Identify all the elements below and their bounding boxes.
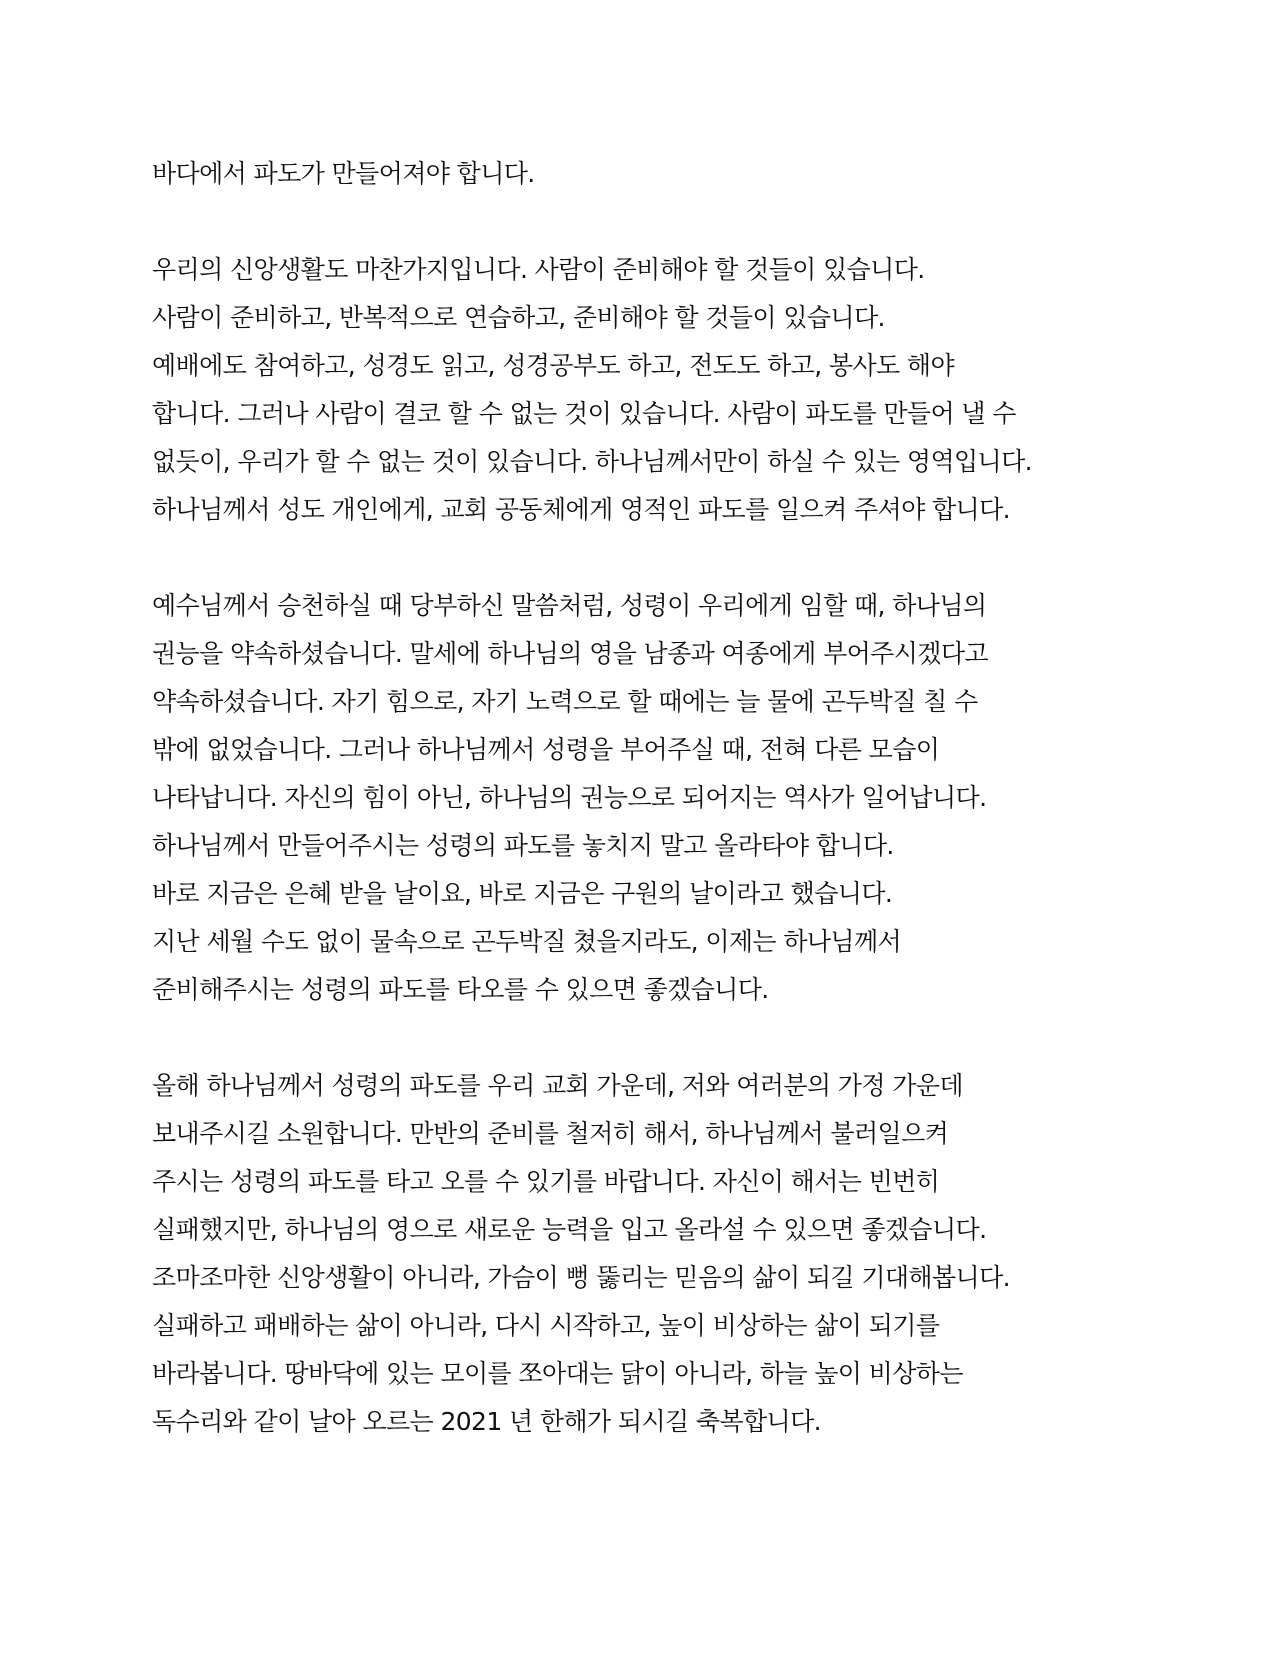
paragraph-gap [152, 198, 1152, 246]
text-line: 예수님께서 승천하실 때 당부하신 말씀처럼, 성령이 우리에게 임할 때, 하나님의 [152, 591, 987, 620]
text-line: 주시는 성령의 파도를 타고 오를 수 있기를 바랍니다. 자신이 해서는 빈번히 [152, 1167, 940, 1196]
text-line: 없듯이, 우리가 할 수 없는 것이 있습니다. 하나님께서만이 하실 수 있는 영역입니다. [152, 447, 1033, 476]
text-line: 바로 지금은 은혜 받을 날이요, 바로 지금은 구원의 날이라고 했습니다. [152, 879, 893, 908]
text-line: 합니다. 그러나 사람이 결코 할 수 없는 것이 있습니다. 사람이 파도를 만들어 낼 수 [152, 399, 1016, 428]
text-line: 예배에도 참여하고, 성경도 읽고, 성경공부도 하고, 전도도 하고, 봉사도 해야 [152, 351, 955, 380]
text-line: 실패하고 패배하는 삶이 아니라, 다시 시작하고, 높이 비상하는 삶이 되기를 [152, 1311, 940, 1340]
text-line: 조마조마한 신앙생활이 아니라, 가슴이 뻥 뚫리는 믿음의 삶이 되길 기대해봅니다. [152, 1263, 1010, 1292]
text-line: 지난 세월 수도 없이 물속으로 곤두박질 쳤을지라도, 이제는 하나님께서 [152, 927, 902, 956]
text-line: 준비해주시는 성령의 파도를 타오를 수 있으면 좋겠습니다. [152, 975, 769, 1004]
document-body [152, 150, 1152, 1446]
paragraph-3 [152, 582, 1152, 1014]
text-line: 올해 하나님께서 성령의 파도를 우리 교회 가운데, 저와 여러분의 가정 가운데 [152, 1071, 963, 1100]
paragraph-gap [152, 534, 1152, 582]
paragraph-4 [152, 1062, 1152, 1446]
text-line: 보내주시길 소원합니다. 만반의 준비를 철저히 해서, 하나님께서 불러일으켜 [152, 1119, 949, 1148]
text-line: 바다에서 파도가 만들어져야 합니다. [152, 159, 535, 188]
text-line: 바라봅니다. 땅바닥에 있는 모이를 쪼아대는 닭이 아니라, 하늘 높이 비상하는 [152, 1359, 963, 1388]
text-line: 하나님께서 성도 개인에게, 교회 공동체에게 영적인 파도를 일으켜 주셔야 합니다. [152, 495, 1010, 524]
text-line: 나타납니다. 자신의 힘이 아닌, 하나님의 권능으로 되어지는 역사가 일어납니다. [152, 783, 987, 812]
text-line: 하나님께서 만들어주시는 성령의 파도를 놓치지 말고 올라타야 합니다. [152, 831, 894, 860]
paragraph-gap [152, 1014, 1152, 1062]
paragraph-2 [152, 246, 1152, 534]
text-line: 약속하셨습니다. 자기 힘으로, 자기 노력으로 할 때에는 늘 물에 곤두박질 칠 수 [152, 687, 978, 716]
text-line: 권능을 약속하셨습니다. 말세에 하나님의 영을 남종과 여종에게 부어주시겠다고 [152, 639, 988, 668]
text-line: 독수리와 같이 날아 오르는 2021 년 한해가 되시길 축복합니다. [152, 1407, 821, 1436]
text-line: 우리의 신앙생활도 마찬가지입니다. 사람이 준비해야 할 것들이 있습니다. [152, 255, 925, 284]
text-line: 밖에 없었습니다. 그러나 하나님께서 성령을 부어주실 때, 전혀 다른 모습이 [152, 735, 940, 764]
paragraph-1 [152, 150, 1152, 198]
text-line: 실패했지만, 하나님의 영으로 새로운 능력을 입고 올라설 수 있으면 좋겠습니다. [152, 1215, 987, 1244]
text-line: 사람이 준비하고, 반복적으로 연습하고, 준비해야 할 것들이 있습니다. [152, 303, 885, 332]
